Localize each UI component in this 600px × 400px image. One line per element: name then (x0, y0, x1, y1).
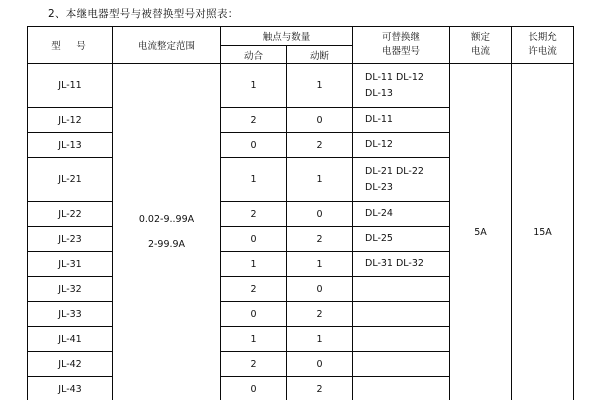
header-contacts-nc: 动断 (287, 46, 353, 64)
cell-replace-model (353, 158, 450, 202)
cell-rated-current: 5A (450, 64, 512, 400)
cell-contacts-nc: 0 (287, 352, 353, 377)
cell-contacts-nc: 1 (287, 252, 353, 277)
header-model: 型 号 (28, 27, 113, 64)
cell-replace-model (353, 133, 450, 158)
cell-model: JL-33 (28, 302, 113, 327)
cell-contacts-no: 1 (221, 252, 287, 277)
table-caption: 2、本继电器型号与被替换型号对照表： (48, 8, 239, 20)
cell-model: JL-43 (28, 377, 113, 400)
cell-model: JL-23 (28, 227, 113, 252)
cell-contacts-no: 0 (221, 377, 287, 400)
header-allowed-current-line2: 许电流 (528, 46, 557, 57)
cell-model: JL-42 (28, 352, 113, 377)
cell-contacts-nc: 1 (287, 327, 353, 352)
replace-model-line: DL-23 (365, 181, 393, 193)
header-rated-current (450, 27, 512, 64)
cell-replace-model (353, 108, 450, 133)
cell-contacts-no: 2 (221, 277, 287, 302)
cell-model: JL-32 (28, 277, 113, 302)
header-replace-model (353, 27, 450, 64)
cell-model: JL-12 (28, 108, 113, 133)
cell-replace-model (353, 252, 450, 277)
cell-contacts-nc: 1 (287, 158, 353, 202)
cell-contacts-no: 2 (221, 202, 287, 227)
cell-model: JL-21 (28, 158, 113, 202)
header-contacts-no: 动合 (221, 46, 287, 64)
cell-current-range (113, 64, 221, 400)
cell-model: JL-11 (28, 64, 113, 108)
cell-replace-model (353, 277, 450, 302)
cell-contacts-nc: 0 (287, 277, 353, 302)
cell-model: JL-13 (28, 133, 113, 158)
cell-contacts-no: 2 (221, 352, 287, 377)
cell-contacts-nc: 2 (287, 227, 353, 252)
cell-replace-model (353, 377, 450, 400)
cell-contacts-nc: 2 (287, 377, 353, 400)
header-contacts-group: 触点与数量 (221, 27, 353, 46)
replace-model-line: DL-11 DL-12 (365, 71, 424, 83)
table-header-row-1 (28, 27, 574, 46)
cell-contacts-nc: 0 (287, 202, 353, 227)
cell-contacts-no: 1 (221, 158, 287, 202)
replace-model-line: DL-25 (365, 233, 393, 245)
replace-model-line: DL-31 DL-32 (365, 258, 424, 270)
current-range-line1: 0.02-9..99A (138, 213, 195, 225)
replace-model-line: DL-12 (365, 139, 393, 151)
cell-contacts-nc: 1 (287, 64, 353, 108)
cell-contacts-no: 0 (221, 302, 287, 327)
header-allowed-current (512, 27, 574, 64)
table-row (28, 64, 574, 108)
cell-model: JL-41 (28, 327, 113, 352)
cell-model: JL-31 (28, 252, 113, 277)
cell-contacts-nc: 0 (287, 108, 353, 133)
replace-model-line: DL-21 DL-22 (365, 165, 424, 177)
header-rated-current-line2: 电流 (471, 46, 491, 57)
cell-replace-model (353, 202, 450, 227)
cell-contacts-nc: 2 (287, 133, 353, 158)
cell-replace-model (353, 64, 450, 108)
header-replace-model-line2: 电器型号 (382, 46, 421, 57)
cell-contacts-no: 0 (221, 133, 287, 158)
cell-contacts-no: 0 (221, 227, 287, 252)
cell-replace-model (353, 227, 450, 252)
header-allowed-current-line1: 长期允 (528, 32, 557, 44)
header-replace-model-line1: 可替换继 (382, 32, 421, 44)
cell-replace-model (353, 327, 450, 352)
cell-replace-model (353, 352, 450, 377)
cell-contacts-no: 1 (221, 64, 287, 108)
replace-model-line: DL-13 (365, 87, 393, 99)
replace-model-line: DL-24 (365, 208, 393, 220)
cell-allowed-current: 15A (512, 64, 574, 400)
cell-model: JL-22 (28, 202, 113, 227)
cell-contacts-nc: 2 (287, 302, 353, 327)
replace-model-line: DL-11 (365, 114, 393, 126)
comparison-table (27, 26, 574, 400)
header-current-range: 电流整定范围 (113, 27, 221, 64)
cell-contacts-no: 2 (221, 108, 287, 133)
current-range-line2: 2-99.9A (147, 238, 186, 250)
header-rated-current-line1: 额定 (471, 32, 491, 44)
cell-replace-model (353, 302, 450, 327)
cell-contacts-no: 1 (221, 327, 287, 352)
